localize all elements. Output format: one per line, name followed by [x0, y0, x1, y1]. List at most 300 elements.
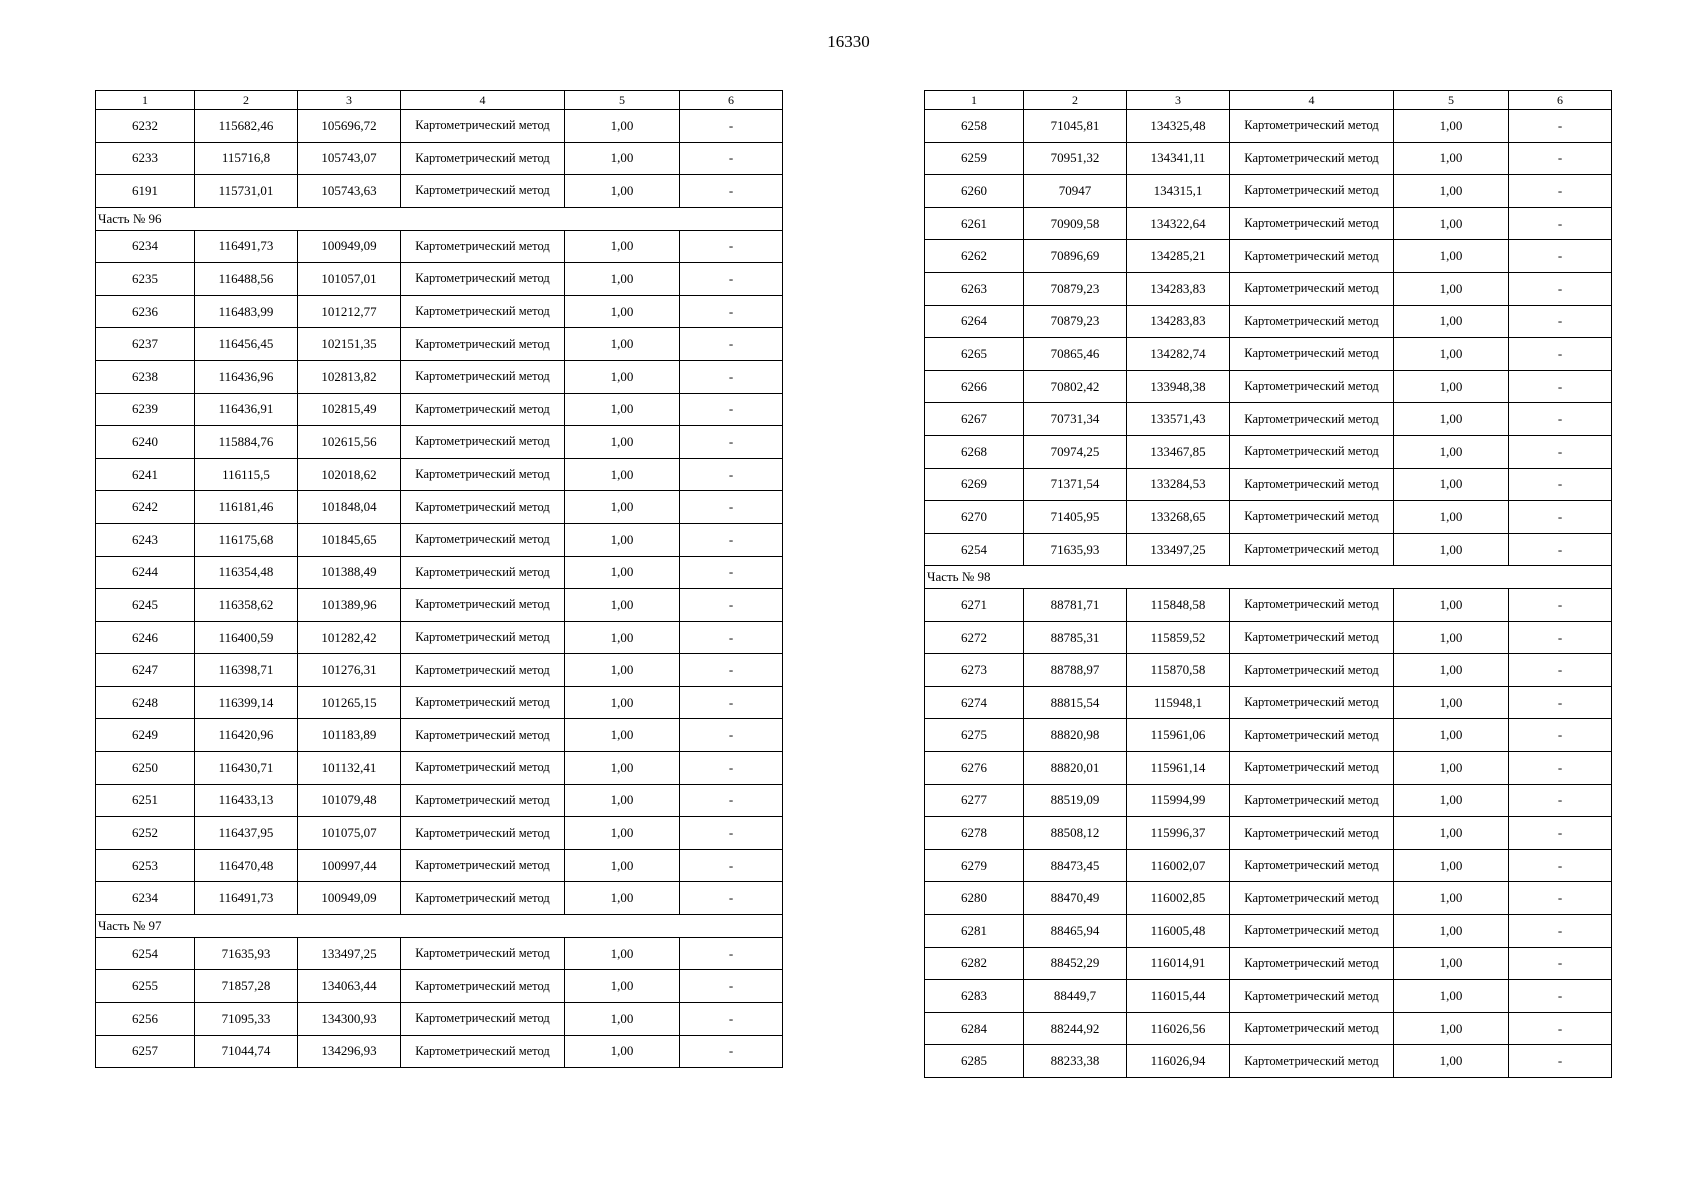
- table-cell: 6263: [925, 272, 1024, 305]
- table-cell: Картометрический метод: [1230, 468, 1394, 501]
- table-cell: 115859,52: [1127, 621, 1230, 654]
- table-cell: Картометрический метод: [1230, 915, 1394, 948]
- table-cell: Картометрический метод: [401, 491, 565, 524]
- table-cell: -: [1509, 110, 1612, 143]
- table-cell: 105743,07: [298, 142, 401, 175]
- table-cell: -: [680, 752, 783, 785]
- table-cell: Картометрический метод: [401, 110, 565, 143]
- table-cell: Картометрический метод: [401, 426, 565, 459]
- table-cell: 1,00: [1394, 435, 1509, 468]
- table-cell: 116456,45: [195, 328, 298, 361]
- table-cell: 6235: [96, 263, 195, 296]
- table-cell: -: [1509, 1045, 1612, 1078]
- table-cell: Картометрический метод: [1230, 110, 1394, 143]
- table-cell: 70879,23: [1024, 272, 1127, 305]
- table-cell: 101132,41: [298, 752, 401, 785]
- table-cell: 115961,06: [1127, 719, 1230, 752]
- table-cell: 6238: [96, 360, 195, 393]
- table-cell: 6281: [925, 915, 1024, 948]
- table-cell: Картометрический метод: [1230, 403, 1394, 436]
- table-cell: 6245: [96, 589, 195, 622]
- table-row: [925, 1045, 1612, 1078]
- table-cell: -: [1509, 175, 1612, 208]
- table-cell: 70974,25: [1024, 435, 1127, 468]
- table-cell: 6246: [96, 621, 195, 654]
- table-cell: -: [1509, 686, 1612, 719]
- table-cell: 1,00: [1394, 915, 1509, 948]
- table-cell: -: [680, 295, 783, 328]
- table-cell: Картометрический метод: [1230, 1012, 1394, 1045]
- table-cell: 1,00: [1394, 110, 1509, 143]
- table-row: [96, 654, 783, 687]
- table-cell: 134285,21: [1127, 240, 1230, 273]
- table-row: [96, 882, 783, 915]
- table-cell: 1,00: [1394, 849, 1509, 882]
- table-cell: 133497,25: [298, 937, 401, 970]
- table-cell: 116400,59: [195, 621, 298, 654]
- table-row: [96, 393, 783, 426]
- table-cell: 6240: [96, 426, 195, 459]
- table-cell: 70896,69: [1024, 240, 1127, 273]
- table-cell: 6272: [925, 621, 1024, 654]
- table-cell: 71044,74: [195, 1035, 298, 1068]
- table-cell: 1,00: [1394, 240, 1509, 273]
- table-cell: 88781,71: [1024, 589, 1127, 622]
- table-cell: 6284: [925, 1012, 1024, 1045]
- table-cell: -: [680, 784, 783, 817]
- table-cell: 1,00: [565, 849, 680, 882]
- table-cell: Картометрический метод: [401, 1003, 565, 1036]
- section-label: Часть № 97: [96, 915, 783, 938]
- table-cell: 70879,23: [1024, 305, 1127, 338]
- table-row: [925, 882, 1612, 915]
- table-cell: 88244,92: [1024, 1012, 1127, 1045]
- table-cell: 1,00: [565, 621, 680, 654]
- table-cell: 88473,45: [1024, 849, 1127, 882]
- table-cell: 88452,29: [1024, 947, 1127, 980]
- table-cell: Картометрический метод: [401, 654, 565, 687]
- table-cell: 1,00: [565, 491, 680, 524]
- table-cell: 101183,89: [298, 719, 401, 752]
- table-cell: 1,00: [565, 882, 680, 915]
- table-cell: 6233: [96, 142, 195, 175]
- table-cell: 102151,35: [298, 328, 401, 361]
- table-row: [925, 207, 1612, 240]
- table-cell: 101079,48: [298, 784, 401, 817]
- table-row: [96, 752, 783, 785]
- table-cell: 71045,81: [1024, 110, 1127, 143]
- table-cell: 101075,07: [298, 817, 401, 850]
- table-cell: 116005,48: [1127, 915, 1230, 948]
- table-cell: 105743,63: [298, 175, 401, 208]
- table-row: [96, 1003, 783, 1036]
- table-cell: 1,00: [1394, 468, 1509, 501]
- table-cell: 6280: [925, 882, 1024, 915]
- table-cell: 116175,68: [195, 523, 298, 556]
- table-cell: Картометрический метод: [401, 817, 565, 850]
- table-row: [925, 435, 1612, 468]
- section-row: [96, 915, 783, 938]
- table-row: [96, 230, 783, 263]
- table-cell: 115716,8: [195, 142, 298, 175]
- table-cell: 1,00: [565, 295, 680, 328]
- table-cell: 116491,73: [195, 230, 298, 263]
- table-cell: 116436,91: [195, 393, 298, 426]
- table-cell: 116436,96: [195, 360, 298, 393]
- table-cell: 6267: [925, 403, 1024, 436]
- table-cell: 71371,54: [1024, 468, 1127, 501]
- table-cell: 1,00: [565, 426, 680, 459]
- table-cell: 6273: [925, 654, 1024, 687]
- table-cell: 1,00: [1394, 686, 1509, 719]
- table-cell: 1,00: [565, 970, 680, 1003]
- table-cell: 70865,46: [1024, 338, 1127, 371]
- table-cell: 1,00: [1394, 1045, 1509, 1078]
- table-cell: 116354,48: [195, 556, 298, 589]
- table-cell: 71095,33: [195, 1003, 298, 1036]
- table-cell: 1,00: [565, 175, 680, 208]
- table-cell: 6264: [925, 305, 1024, 338]
- table-cell: Картометрический метод: [401, 686, 565, 719]
- section-row: [925, 566, 1612, 589]
- table-cell: Картометрический метод: [401, 970, 565, 1003]
- table-cell: 1,00: [565, 110, 680, 143]
- table-cell: 88508,12: [1024, 817, 1127, 850]
- table-cell: Картометрический метод: [1230, 175, 1394, 208]
- table-row: [96, 295, 783, 328]
- table-cell: -: [680, 1003, 783, 1036]
- table-cell: Картометрический метод: [1230, 686, 1394, 719]
- table-cell: 1,00: [565, 719, 680, 752]
- table-row: [96, 686, 783, 719]
- table-cell: 116358,62: [195, 589, 298, 622]
- table-cell: 6270: [925, 501, 1024, 534]
- table-cell: 6271: [925, 589, 1024, 622]
- table-row: [96, 491, 783, 524]
- table-cell: Картометрический метод: [401, 784, 565, 817]
- table-cell: 6274: [925, 686, 1024, 719]
- table-cell: 6239: [96, 393, 195, 426]
- table-row: [925, 817, 1612, 850]
- table-cell: Картометрический метод: [401, 458, 565, 491]
- table-cell: 6252: [96, 817, 195, 850]
- table-row: [925, 110, 1612, 143]
- table-row: [925, 654, 1612, 687]
- column-header: 2: [1024, 91, 1127, 110]
- table-cell: 101057,01: [298, 263, 401, 296]
- table-cell: -: [1509, 435, 1612, 468]
- table-cell: -: [680, 556, 783, 589]
- table-row: [925, 947, 1612, 980]
- table-cell: 116491,73: [195, 882, 298, 915]
- table-cell: -: [680, 719, 783, 752]
- table-cell: 70802,42: [1024, 370, 1127, 403]
- table-cell: 116398,71: [195, 654, 298, 687]
- table-cell: 6249: [96, 719, 195, 752]
- table-cell: 71857,28: [195, 970, 298, 1003]
- table-cell: Картометрический метод: [1230, 207, 1394, 240]
- table-row: [96, 263, 783, 296]
- table-cell: 101276,31: [298, 654, 401, 687]
- table-cell: 6259: [925, 142, 1024, 175]
- table-cell: Картометрический метод: [1230, 305, 1394, 338]
- table-cell: 134325,48: [1127, 110, 1230, 143]
- coordinates-table-left: [95, 90, 783, 1068]
- table-cell: 115994,99: [1127, 784, 1230, 817]
- table-cell: Картометрический метод: [401, 752, 565, 785]
- table-cell: 1,00: [1394, 882, 1509, 915]
- table-header-row: [96, 91, 783, 110]
- table-cell: 134322,64: [1127, 207, 1230, 240]
- table-cell: Картометрический метод: [1230, 784, 1394, 817]
- table-cell: 6242: [96, 491, 195, 524]
- table-cell: 6275: [925, 719, 1024, 752]
- table-cell: Картометрический метод: [401, 849, 565, 882]
- table-cell: Картометрический метод: [401, 142, 565, 175]
- table-row: [96, 719, 783, 752]
- table-cell: 116115,5: [195, 458, 298, 491]
- table-cell: 6283: [925, 980, 1024, 1013]
- table-cell: 1,00: [1394, 305, 1509, 338]
- table-cell: 1,00: [565, 523, 680, 556]
- table-cell: 1,00: [565, 937, 680, 970]
- table-row: [925, 272, 1612, 305]
- table-cell: Картометрический метод: [401, 328, 565, 361]
- table-cell: 101282,42: [298, 621, 401, 654]
- table-cell: 1,00: [565, 817, 680, 850]
- table-row: [96, 589, 783, 622]
- table-cell: Картометрический метод: [401, 719, 565, 752]
- table-cell: Картометрический метод: [1230, 882, 1394, 915]
- table-row: [96, 523, 783, 556]
- table-cell: -: [1509, 621, 1612, 654]
- column-header: 3: [298, 91, 401, 110]
- section-label: Часть № 96: [96, 207, 783, 230]
- table-cell: 1,00: [565, 1035, 680, 1068]
- column-header: 1: [96, 91, 195, 110]
- table-cell: 70947: [1024, 175, 1127, 208]
- table-cell: -: [1509, 719, 1612, 752]
- table-cell: 116420,96: [195, 719, 298, 752]
- table-cell: -: [680, 849, 783, 882]
- table-cell: -: [1509, 1012, 1612, 1045]
- table-cell: -: [680, 393, 783, 426]
- table-cell: 6268: [925, 435, 1024, 468]
- table-row: [925, 686, 1612, 719]
- table-cell: 134283,83: [1127, 305, 1230, 338]
- table-cell: 6248: [96, 686, 195, 719]
- table-cell: 6269: [925, 468, 1024, 501]
- table-cell: 1,00: [565, 458, 680, 491]
- table-cell: 6236: [96, 295, 195, 328]
- table-cell: 1,00: [1394, 621, 1509, 654]
- column-header: 4: [1230, 91, 1394, 110]
- table-cell: -: [1509, 305, 1612, 338]
- column-header: 2: [195, 91, 298, 110]
- table-cell: 133284,53: [1127, 468, 1230, 501]
- table-cell: 1,00: [1394, 370, 1509, 403]
- table-cell: 1,00: [1394, 784, 1509, 817]
- table-cell: 6256: [96, 1003, 195, 1036]
- table-cell: 100949,09: [298, 230, 401, 263]
- table-cell: 116026,56: [1127, 1012, 1230, 1045]
- table-cell: 1,00: [1394, 589, 1509, 622]
- table-cell: 101848,04: [298, 491, 401, 524]
- table-cell: -: [680, 882, 783, 915]
- table-cell: -: [1509, 207, 1612, 240]
- table-cell: -: [680, 491, 783, 524]
- table-row: [925, 501, 1612, 534]
- table-row: [96, 849, 783, 882]
- table-cell: -: [1509, 370, 1612, 403]
- table-cell: 1,00: [1394, 817, 1509, 850]
- table-cell: 6234: [96, 230, 195, 263]
- table-cell: -: [680, 1035, 783, 1068]
- table-cell: 1,00: [1394, 338, 1509, 371]
- section-label: Часть № 98: [925, 566, 1612, 589]
- table-cell: 6191: [96, 175, 195, 208]
- table-cell: Картометрический метод: [401, 263, 565, 296]
- table-row: [96, 817, 783, 850]
- table-cell: 116015,44: [1127, 980, 1230, 1013]
- table-cell: 134282,74: [1127, 338, 1230, 371]
- table-cell: -: [1509, 533, 1612, 566]
- table-cell: 100949,09: [298, 882, 401, 915]
- table-cell: -: [1509, 142, 1612, 175]
- table-cell: 1,00: [1394, 654, 1509, 687]
- table-cell: 6241: [96, 458, 195, 491]
- table-cell: 115996,37: [1127, 817, 1230, 850]
- table-cell: 105696,72: [298, 110, 401, 143]
- table-row: [96, 142, 783, 175]
- table-cell: 71635,93: [195, 937, 298, 970]
- table-cell: 1,00: [565, 654, 680, 687]
- table-cell: 88788,97: [1024, 654, 1127, 687]
- table-cell: 6243: [96, 523, 195, 556]
- table-cell: 88233,38: [1024, 1045, 1127, 1078]
- table-row: [925, 305, 1612, 338]
- table-cell: Картометрический метод: [1230, 817, 1394, 850]
- table-cell: 6266: [925, 370, 1024, 403]
- table-cell: 134063,44: [298, 970, 401, 1003]
- table-cell: 6244: [96, 556, 195, 589]
- table-cell: 115731,01: [195, 175, 298, 208]
- table-cell: 116026,94: [1127, 1045, 1230, 1078]
- table-cell: 133268,65: [1127, 501, 1230, 534]
- table-cell: 116014,91: [1127, 947, 1230, 980]
- table-cell: -: [1509, 980, 1612, 1013]
- table-cell: 134341,11: [1127, 142, 1230, 175]
- table-row: [925, 175, 1612, 208]
- table-row: [925, 338, 1612, 371]
- table-cell: 1,00: [1394, 272, 1509, 305]
- table-cell: 1,00: [1394, 175, 1509, 208]
- table-row: [96, 784, 783, 817]
- table-cell: -: [680, 110, 783, 143]
- table-header-row: [925, 91, 1612, 110]
- table-row: [925, 1012, 1612, 1045]
- table-cell: 1,00: [1394, 533, 1509, 566]
- table-cell: 6254: [96, 937, 195, 970]
- table-cell: 100997,44: [298, 849, 401, 882]
- table-row: [96, 970, 783, 1003]
- table-cell: Картометрический метод: [1230, 980, 1394, 1013]
- table-cell: 6285: [925, 1045, 1024, 1078]
- table-cell: 134315,1: [1127, 175, 1230, 208]
- table-cell: 6237: [96, 328, 195, 361]
- table-cell: -: [1509, 589, 1612, 622]
- table-cell: 102018,62: [298, 458, 401, 491]
- table-cell: 88820,01: [1024, 752, 1127, 785]
- table-cell: Картометрический метод: [401, 230, 565, 263]
- table-cell: 101389,96: [298, 589, 401, 622]
- table-cell: Картометрический метод: [1230, 240, 1394, 273]
- table-cell: 1,00: [565, 263, 680, 296]
- table-cell: 115884,76: [195, 426, 298, 459]
- table-cell: 101265,15: [298, 686, 401, 719]
- table-cell: Картометрический метод: [1230, 752, 1394, 785]
- table-cell: 6251: [96, 784, 195, 817]
- table-cell: Картометрический метод: [401, 360, 565, 393]
- table-cell: 6255: [96, 970, 195, 1003]
- table-cell: 101845,65: [298, 523, 401, 556]
- table-cell: 70909,58: [1024, 207, 1127, 240]
- table-cell: Картометрический метод: [1230, 370, 1394, 403]
- table-cell: -: [1509, 784, 1612, 817]
- table-cell: 1,00: [1394, 142, 1509, 175]
- table-cell: 102615,56: [298, 426, 401, 459]
- table-cell: -: [680, 175, 783, 208]
- table-row: [925, 370, 1612, 403]
- table-cell: -: [1509, 849, 1612, 882]
- table-cell: 102813,82: [298, 360, 401, 393]
- table-cell: 102815,49: [298, 393, 401, 426]
- table-row: [96, 556, 783, 589]
- table-cell: -: [1509, 654, 1612, 687]
- table-cell: 1,00: [565, 230, 680, 263]
- table-cell: -: [680, 817, 783, 850]
- table-cell: 6254: [925, 533, 1024, 566]
- table-cell: 6261: [925, 207, 1024, 240]
- table-cell: Картометрический метод: [1230, 719, 1394, 752]
- table-cell: 70731,34: [1024, 403, 1127, 436]
- table-cell: -: [1509, 403, 1612, 436]
- table-cell: -: [680, 360, 783, 393]
- table-cell: 133571,43: [1127, 403, 1230, 436]
- table-cell: 70951,32: [1024, 142, 1127, 175]
- table-cell: 116430,71: [195, 752, 298, 785]
- table-cell: Картометрический метод: [1230, 621, 1394, 654]
- table-cell: 6253: [96, 849, 195, 882]
- table-cell: 71405,95: [1024, 501, 1127, 534]
- table-cell: Картометрический метод: [1230, 589, 1394, 622]
- table-cell: Картометрический метод: [1230, 435, 1394, 468]
- table-cell: Картометрический метод: [1230, 501, 1394, 534]
- table-cell: 6276: [925, 752, 1024, 785]
- table-cell: 116002,07: [1127, 849, 1230, 882]
- table-cell: 1,00: [1394, 752, 1509, 785]
- table-cell: -: [1509, 501, 1612, 534]
- table-row: [96, 360, 783, 393]
- table-cell: 1,00: [565, 1003, 680, 1036]
- table-cell: 1,00: [565, 784, 680, 817]
- table-cell: 6282: [925, 947, 1024, 980]
- table-row: [925, 980, 1612, 1013]
- table-cell: 6257: [96, 1035, 195, 1068]
- table-cell: Картометрический метод: [401, 175, 565, 208]
- table-cell: Картометрический метод: [1230, 947, 1394, 980]
- table-cell: -: [680, 230, 783, 263]
